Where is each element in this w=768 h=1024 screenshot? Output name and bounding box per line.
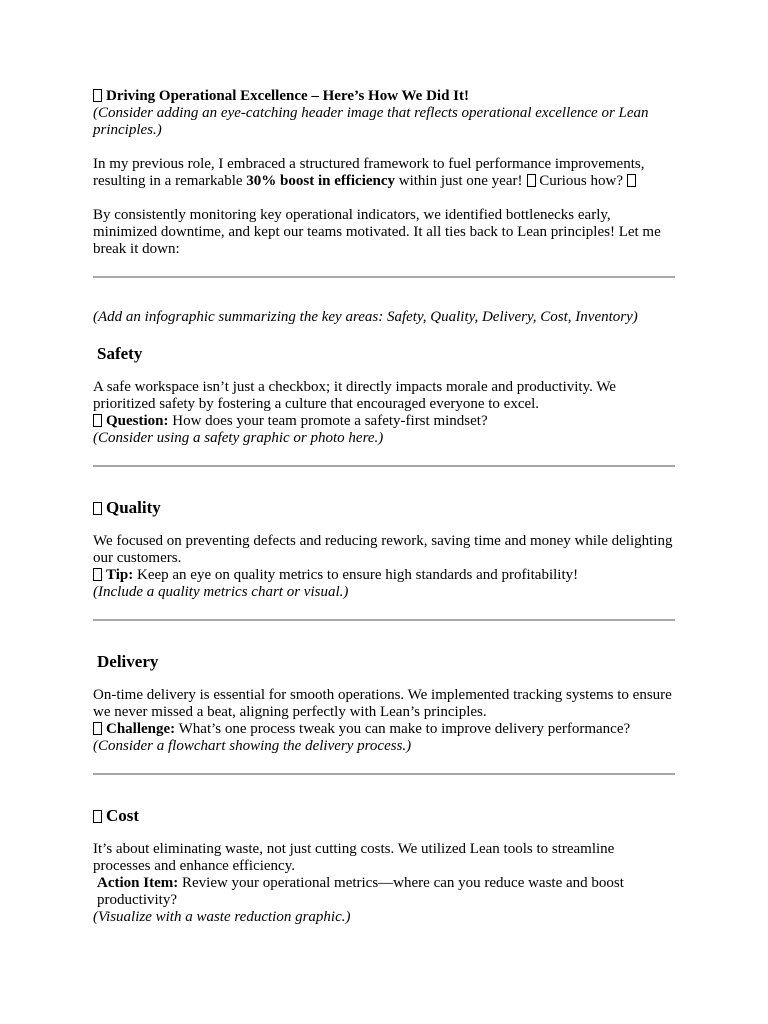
- target-icon: [93, 722, 102, 735]
- quality-icon: [93, 502, 102, 515]
- safety-prompt-label: Question:: [106, 413, 169, 429]
- quality-prompt-text: Keep an eye on quality metrics to ensure high standards and profitability!: [133, 567, 579, 583]
- intro-paragraph-2: By consistently monitoring key operational indicators, we identified bottlenecks early, minimized downtime, and kept our teams motivated. It all ties back to Lean principles! Let me break it down:: [93, 207, 661, 257]
- quality-prompt: [93, 567, 675, 584]
- safety-prompt-text: How does your team promote a safety-first mindset?: [168, 413, 488, 429]
- infographic-note: (Add an infographic summarizing the key areas: Safety, Quality, Delivery, Cost, Inventory): [93, 309, 638, 325]
- intro-paragraph-1: [93, 156, 675, 190]
- delivery-body: On-time delivery is essential for smooth operations. We implemented tracking systems to ensure we never missed a beat, aligning perfectly with Lean’s principles.: [93, 687, 672, 720]
- document-title-text: Driving Operational Excellence – Here’s How We Did It!: [106, 88, 470, 104]
- quality-body: We focused on preventing defects and reducing rework, saving time and money while delighting our customers.: [93, 533, 673, 566]
- delivery-prompt-label: Challenge:: [106, 721, 176, 737]
- safety-prompt: [93, 413, 675, 430]
- cost-visual-note: (Visualize with a waste reduction graphic.): [93, 909, 351, 925]
- cost-heading-text: Cost: [106, 806, 140, 825]
- quality-heading-text: Quality: [106, 498, 161, 517]
- cost-prompt: [93, 875, 675, 909]
- safety-body: A safe workspace isn’t just a checkbox; it directly impacts morale and productivity. We prioritized safety by fostering a culture that encouraged everyone to excel.: [93, 379, 616, 412]
- magnifier-icon: [527, 174, 536, 187]
- delivery-visual-note: (Consider a flowchart showing the delivery process.): [93, 738, 412, 754]
- document-title: [93, 88, 675, 105]
- safety-visual-note: (Consider using a safety graphic or photo here.): [93, 430, 384, 446]
- delivery-prompt-text: What’s one process tweak you can make to improve delivery performance?: [175, 721, 631, 737]
- quality-visual-note: (Include a quality metrics chart or visual.): [93, 584, 349, 600]
- quality-prompt-label: Tip:: [106, 567, 134, 583]
- delivery-prompt: [93, 721, 675, 738]
- section-heading-quality: [93, 498, 675, 518]
- document-content: [93, 88, 675, 926]
- intro-highlight: 30% boost in efficiency: [246, 173, 396, 189]
- money-icon: [93, 810, 102, 823]
- cost-prompt-text: Review your operational metrics—where can you reduce waste and boost productivity?: [97, 875, 624, 908]
- cost-prompt-label: Action Item:: [97, 875, 179, 891]
- intro-text-start: In my previous role, I embraced a structured framework to fuel performance improvements, resulting in a remarkable: [93, 156, 645, 189]
- intro-text-end: within just one year!: [395, 173, 523, 189]
- section-heading-safety: Safety: [97, 344, 143, 363]
- lightbulb-icon: [93, 568, 102, 581]
- pointing-down-icon: [627, 174, 636, 187]
- question-icon: [93, 414, 102, 427]
- section-heading-cost: [93, 806, 675, 826]
- header-image-note: (Consider adding an eye-catching header image that reflects operational excellence or Lean principles.): [93, 105, 649, 138]
- rocket-icon: [93, 89, 102, 102]
- section-heading-delivery: Delivery: [97, 652, 159, 671]
- cost-body: It’s about eliminating waste, not just cutting costs. We utilized Lean tools to streamline processes and enhance efficiency.: [93, 841, 615, 874]
- intro-text-tail: Curious how?: [539, 173, 623, 189]
